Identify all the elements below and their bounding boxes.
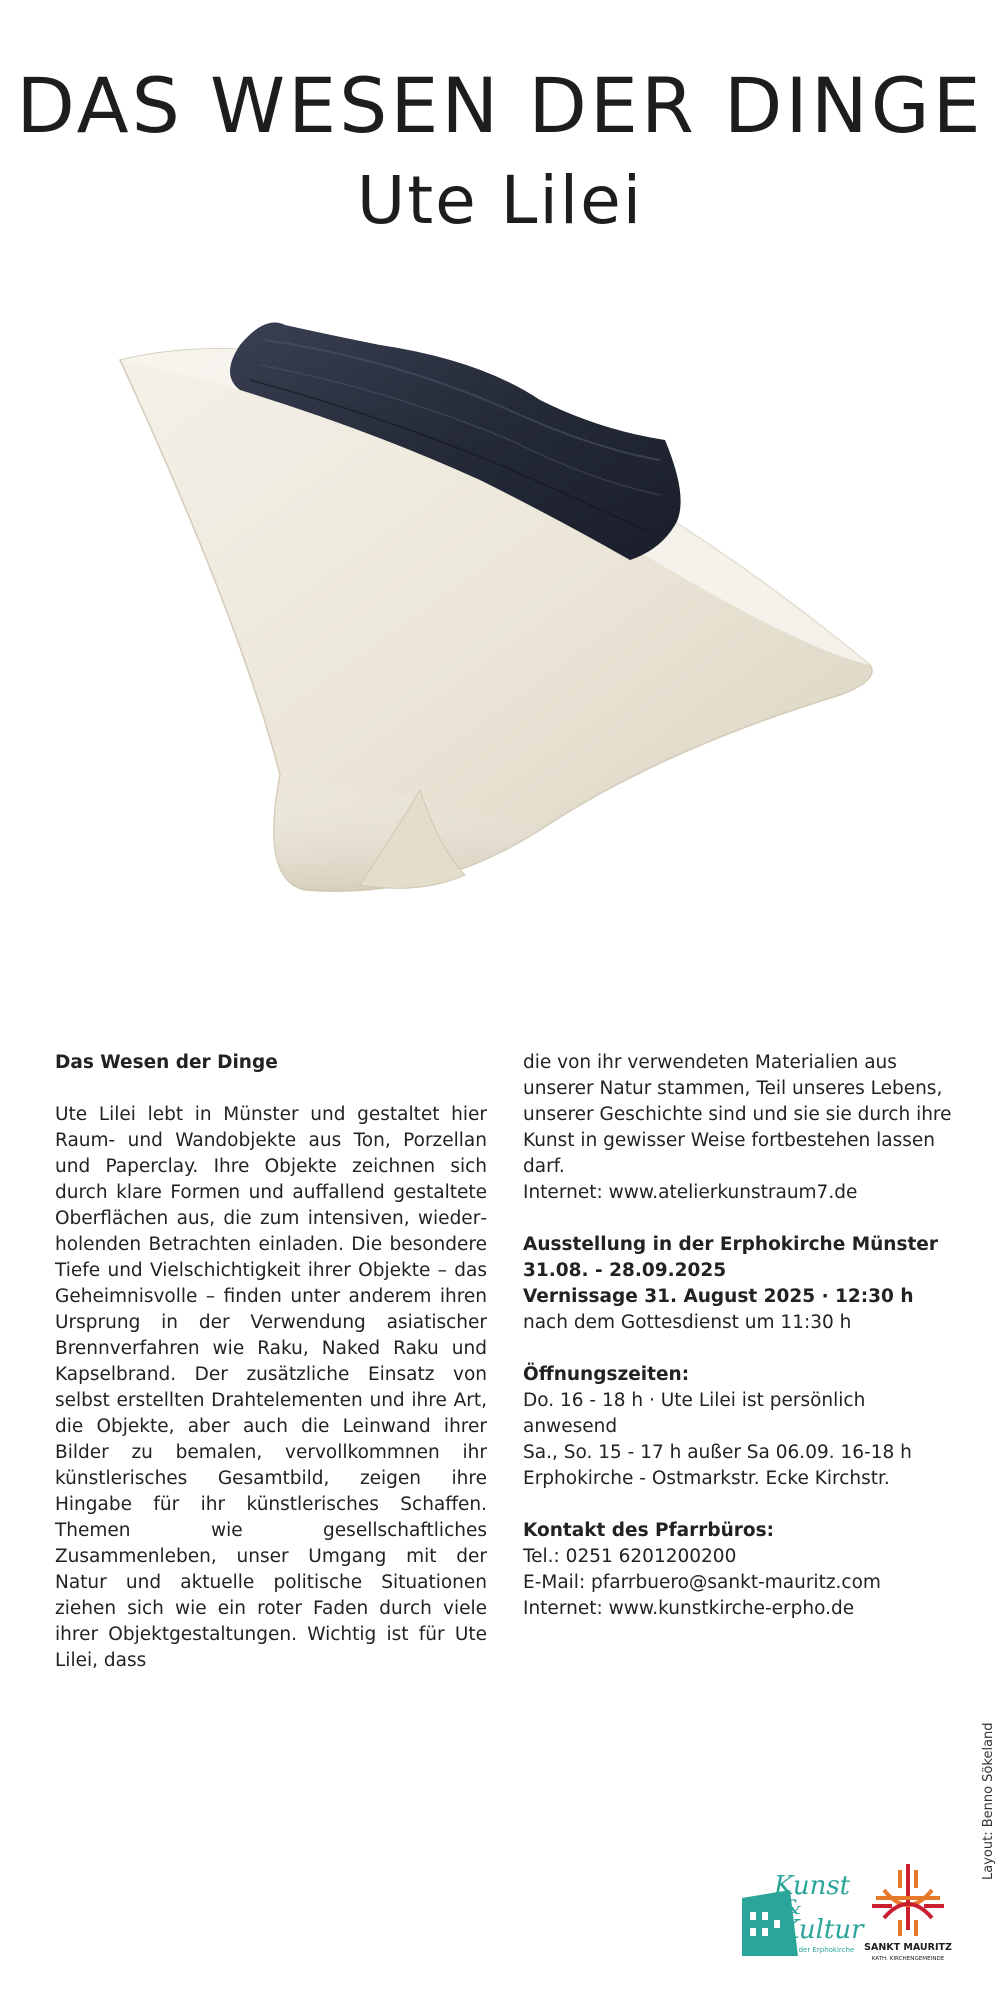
exhibition-dates: 31.08. - 28.09.2025	[523, 1260, 727, 1281]
vernissage-note: nach dem Gottesdienst um 11:30 h	[523, 1312, 852, 1333]
exhibition-info	[523, 1232, 955, 1336]
article-body-left: Ute Lilei lebt in Münster und gestaltet hier Raum- und Wandobjekte aus Ton, Porzellan und Paperclay. Ihre Objekte zeichnen sich durch klare Formen und auffallend gestaltete Oberflächen aus, die zum intensiven, wiederholenden Betrachten einladen. Die besondere Tiefe und Vielschichtigkeit ihrer Objekte – das Geheimnisvolle – finden unter anderem ihren Ursprung in der Verwendung asiatischer Brennverfahren wie Raku, Naked Raku und Kapselbrand. Der zusätzliche Einsatz von selbst erstellten Drahtelementen und ihre Art, die Objekte, aber auch die Leinwand ihrer Bilder zu bemalen, vervollkommnen ihr künstlerisches Gesamtbild, zeigen ihre Hingabe für ihr künstlerisches Schaffen. Themen wie gesellschaftliches Zusammenleben, unser Umgang mit der Natur und aktuelle politische Situationen ziehen sich wie ein roter Faden durch viele ihrer Objektgestaltungen. Wichtig ist für Ute Lilei, dass	[55, 1104, 487, 1671]
sankt-mauritz-logo	[862, 1860, 954, 1964]
contact-phone[interactable]: Tel.: 0251 6201200200	[523, 1546, 737, 1567]
sculpture-image	[100, 320, 900, 920]
article-body-right: die von ihr verwendeten Materialien aus unserer Natur stammen, Teil unseres Lebens, unserer Geschichte sind und sie sie durch ihre Kunst in gewisser Weise fortbestehen lassen darf.	[523, 1052, 952, 1177]
poster-title: DAS WESEN DER DINGE	[16, 61, 984, 150]
logo-kunst-sub: in der Erphokirche	[790, 1946, 855, 1954]
article-continuation	[523, 1050, 955, 1206]
vernissage-date: Vernissage 31. August 2025 · 12:30 h	[523, 1286, 914, 1307]
opening-location: Erphokirche - Ostmarkstr. Ecke Kirchstr.	[523, 1468, 890, 1489]
logo-kultur-word: Kultur	[780, 1915, 864, 1945]
opening-hours-thursday: Do. 16 - 18 h · Ute Lilei ist persönlich anwesend	[523, 1390, 866, 1437]
opening-hours-heading: Öffnungszeiten:	[523, 1364, 690, 1385]
exhibition-heading: Ausstellung in der Erphokirche Münster	[523, 1234, 938, 1255]
opening-hours	[523, 1362, 955, 1492]
opening-hours-weekend: Sa., So. 15 - 17 h außer Sa 06.09. 16-18 h	[523, 1442, 912, 1463]
kunst-kultur-logo	[738, 1868, 864, 1958]
contact-email[interactable]: E-Mail: pfarrbuero@sankt-mauritz.com	[523, 1572, 881, 1593]
logo-ampersand: &	[784, 1895, 802, 1919]
article-left-column	[55, 1050, 487, 1674]
contact-info	[523, 1518, 955, 1622]
logo-mauritz-name: SANKT MAURITZ	[864, 1942, 952, 1953]
artist-name: Ute Lilei	[356, 162, 644, 239]
layout-credit: Layout: Benno Sökeland	[981, 1722, 996, 1880]
logo-mauritz-sub: KATH. KIRCHENGEMEINDE	[871, 1956, 945, 1962]
article-right-column	[523, 1050, 955, 1648]
article-heading: Das Wesen der Dinge	[55, 1052, 278, 1073]
artist-website[interactable]: Internet: www.atelierkunstraum7.de	[523, 1182, 858, 1203]
contact-heading: Kontakt des Pfarrbüros:	[523, 1520, 775, 1541]
contact-website[interactable]: Internet: www.kunstkirche-erpho.de	[523, 1598, 855, 1619]
logo-kunst-word: Kunst	[774, 1871, 851, 1901]
